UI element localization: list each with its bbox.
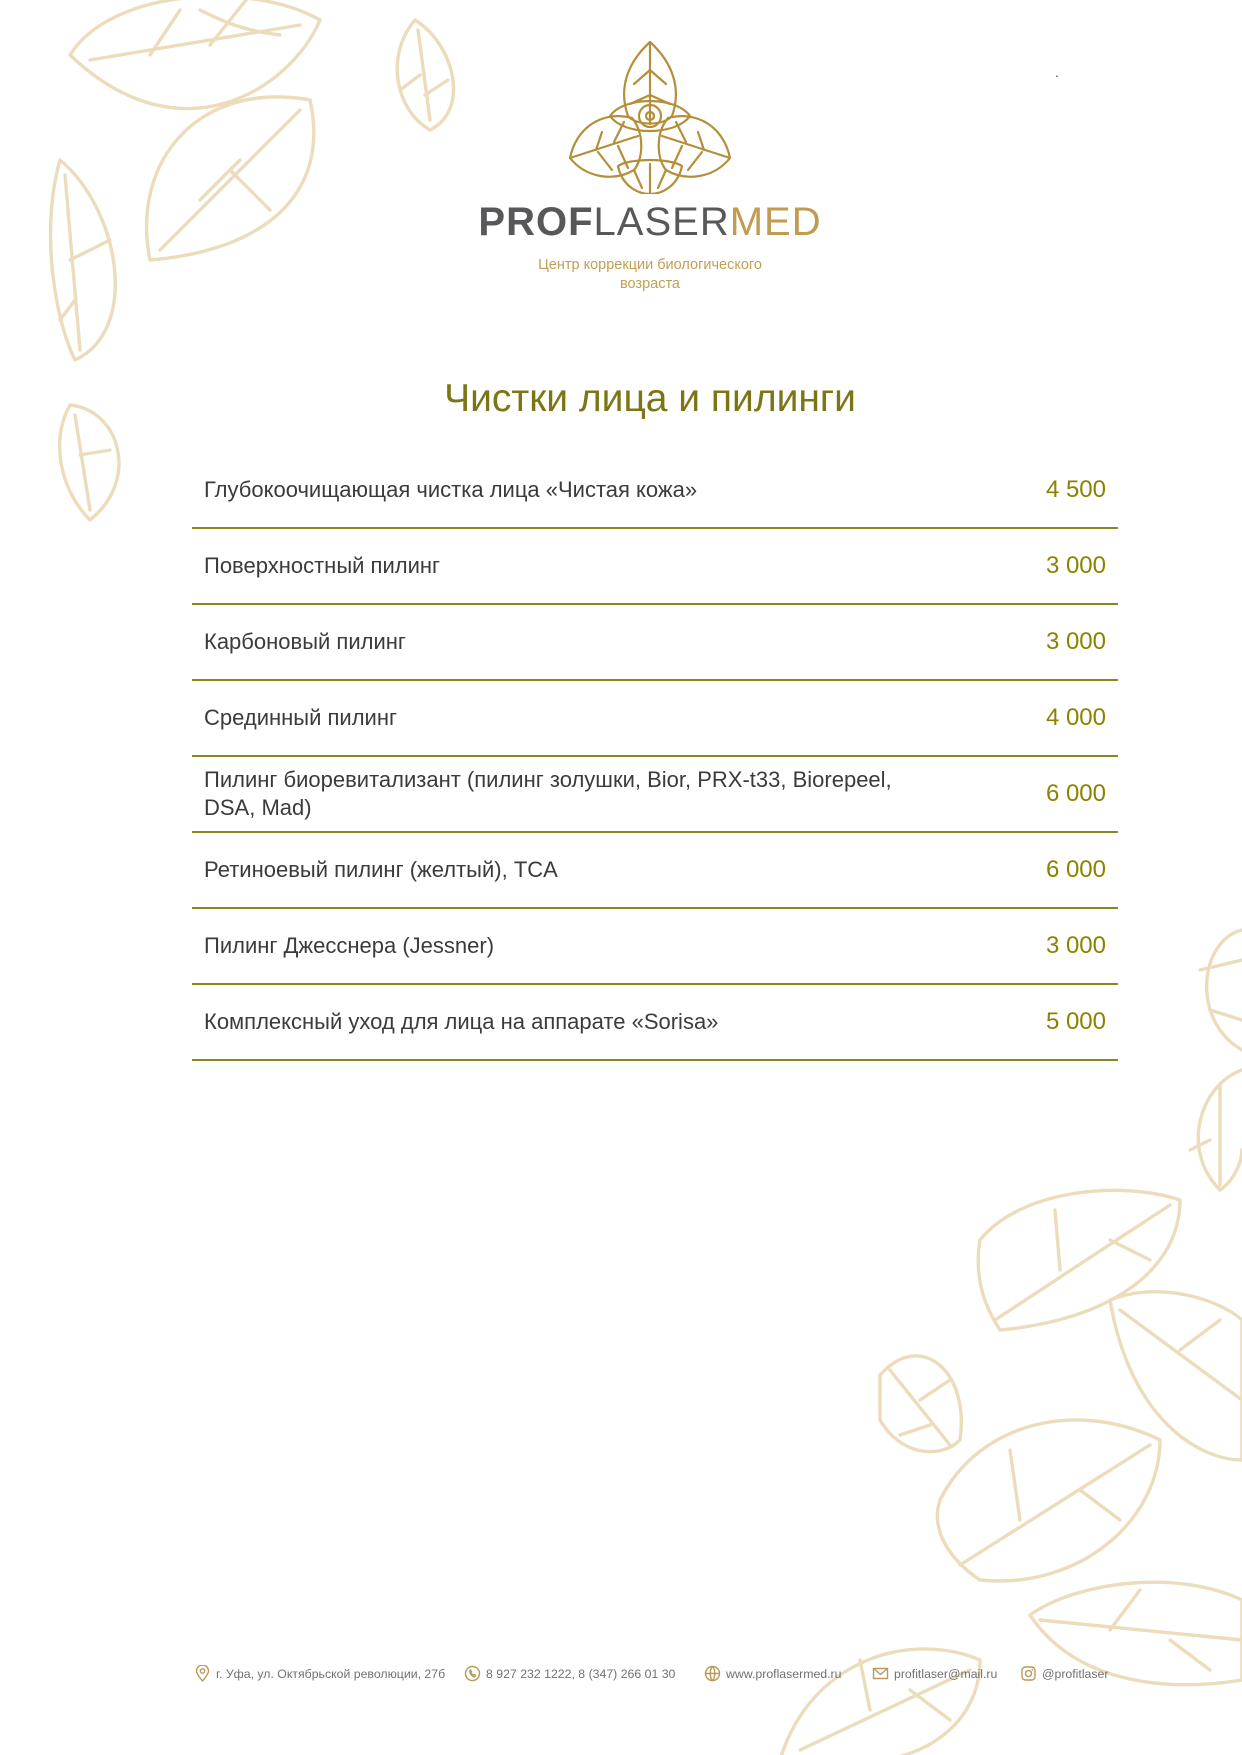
brand-tagline-line1: Центр коррекции биологического: [538, 257, 762, 273]
page-mark: .: [1055, 64, 1059, 80]
service-price: 3 000: [1045, 932, 1106, 959]
price-row: [192, 453, 1118, 529]
location-pin-icon: [194, 1665, 211, 1682]
service-price: 3 000: [1045, 552, 1106, 579]
service-price: 5 000: [1045, 1008, 1106, 1035]
service-name: Поверхностный пилинг: [204, 553, 441, 578]
service-price: 4 000: [1045, 704, 1106, 731]
brand-name-part1: PROF: [478, 200, 594, 244]
instagram-icon: [1020, 1665, 1037, 1682]
brand-tagline: [500, 256, 800, 294]
service-name: Комплексный уход для лица на аппарате «Sorisa»: [204, 1009, 719, 1034]
globe-icon: [704, 1665, 721, 1682]
logo-emblem: [566, 40, 734, 194]
footer-instagram[interactable]: [1020, 1664, 1108, 1684]
service-price: 3 000: [1045, 628, 1106, 655]
price-row: [192, 529, 1118, 605]
price-row: [192, 757, 1118, 833]
footer-address-text: г. Уфа, ул. Октябрьской революции, 27б: [216, 1667, 446, 1681]
mail-icon: [872, 1665, 889, 1682]
footer-email[interactable]: [872, 1664, 997, 1684]
footer-phones[interactable]: [464, 1664, 675, 1684]
footer-email-text: profitlaser@mail.ru: [894, 1667, 998, 1681]
price-row: [192, 985, 1118, 1061]
service-name: Ретиноевый пилинг (желтый), TCA: [204, 857, 558, 882]
brand-name-part3: MED: [729, 200, 822, 244]
footer-phones-text: 8 927 232 1222, 8 (347) 266 01 30: [486, 1667, 676, 1681]
footer-contacts: [194, 1662, 1114, 1686]
service-price: 4 500: [1045, 476, 1106, 503]
service-price: 6 000: [1045, 856, 1106, 883]
service-price: 6 000: [1045, 780, 1106, 807]
service-name: Срединный пилинг: [204, 705, 398, 730]
footer-website-text: www.proflasermed.ru: [726, 1667, 842, 1681]
price-list: [192, 453, 1118, 1061]
phone-icon: [464, 1665, 481, 1682]
price-row: [192, 909, 1118, 985]
page-title: Чистки лица и пилинги: [444, 377, 856, 420]
brand-wordmark: [0, 198, 1242, 246]
brand-name-part2: LASER: [593, 200, 730, 244]
service-name: Пилинг биоревитализант (пилинг золушки, Bior, PRX-t33, Biorepeel, DSA, Mad): [204, 767, 892, 820]
price-row: [192, 833, 1118, 909]
service-name: Карбоновый пилинг: [204, 629, 406, 654]
price-row: [192, 605, 1118, 681]
service-name: Пилинг Джесснера (Jessner): [204, 933, 495, 958]
price-row: [192, 681, 1118, 757]
footer-address: [194, 1664, 445, 1684]
footer-instagram-text: @profitlaser: [1042, 1667, 1109, 1681]
brand-tagline-line2: возраста: [619, 276, 680, 292]
service-name: Глубокоочищающая чистка лица «Чистая кожа»: [204, 477, 698, 502]
footer-website[interactable]: [704, 1664, 842, 1684]
